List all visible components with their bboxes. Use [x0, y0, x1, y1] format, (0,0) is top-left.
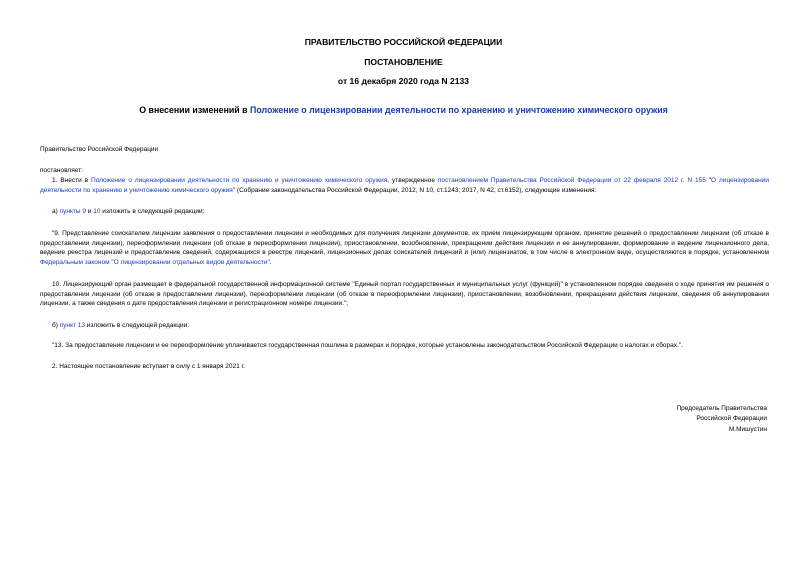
sub-item-b: [40, 321, 769, 331]
signature-title: Председатель Правительства: [676, 405, 767, 412]
resolution-155-link[interactable]: постановлением Правительства Российской Федерации от 22 февраля 2012 г. N 155: [437, 177, 706, 184]
sub-a-mid: и: [85, 208, 94, 215]
point-10-link[interactable]: 10: [93, 208, 101, 215]
item-1-start: 1. Внести в: [52, 177, 92, 184]
paragraph-10: 10. Лицензирующий орган размещает в федеральной государственной информационной системе "Единый портал государственных и муниципальных услуг (функций)" в установленном порядке сведения о ходе принятия им решения о предоставлении лицензии (об отказе в предоставлении лицензии), переоформлении лицензии (об отказе в переоформлении лицензии), приостановлении, возобновлении, прекращении действия лицензии, сведения об аннулировании лицензии, а также сведения о дате предоставления лицензии и регистрационном номере лицензии.";: [40, 281, 769, 308]
regulation-link[interactable]: Положение о лицензировании деятельности по хранению и уничтожению химического оружия: [91, 177, 388, 184]
resolution-title-link[interactable]: О лицензировании деятельности по хранению и уничтожению химического оружия: [40, 177, 769, 194]
item-1-end: " (Собрание законодательства Российской Федерации, 2012, N 10, ст.1243; 2017, N 42, ст.6152), следующие изменения:: [232, 186, 597, 194]
date-number-heading: от 16 декабря 2020 года N 2133: [337, 76, 470, 86]
document-title: [40, 104, 767, 116]
decrees-line: постановляет:: [40, 167, 83, 174]
paragraph-13: "13. За предоставление лицензии и ее переоформление уплачивается государственная пошлина в размерах и порядке, которые установлены законодательством Российской Федерации о налогах и сборах.".: [52, 342, 683, 349]
doc-type-heading: ПОСТАНОВЛЕНИЕ: [364, 57, 443, 67]
government-heading: ПРАВИТЕЛЬСТВО РОССИЙСКОЙ ФЕДЕРАЦИИ: [304, 37, 503, 47]
sub-item-a: [40, 207, 769, 217]
item-1-paragraph: [40, 176, 769, 195]
sub-b-start: б): [52, 322, 60, 329]
item-1-mid1: , утвержденное: [387, 177, 438, 184]
signature-name: М.Мишустин: [728, 425, 767, 433]
issuer-line: Правительство Российской Федерации: [40, 146, 159, 153]
federal-law-link[interactable]: Федеральным законом "О лицензировании отдельных видов деятельности": [40, 258, 270, 266]
signature-country: Российской Федерации: [696, 415, 767, 423]
paragraph-9-end: .: [269, 258, 272, 266]
sub-b-end: изложить в следующей редакции:: [85, 322, 190, 329]
sub-a-end: изложить в следующей редакции:: [100, 208, 205, 215]
paragraph-9-text: "9. Представление соискателем лицензии заявления о предоставлении лицензии и необходимых для получения лицензии документов, их прием лицензирующим органом, принятие решений о предоставлении лицензии (об отказе в предоставлении лицензии), переоформлении лицензии (об отказе в переоформлении лицензии), приостановлении, возобновлении, прекращении действия лицензии и ее аннулировании, формирование и ведение лицензионного дела, ведение реестра лицензий и предоставление сведений, содержащихся в реестре лицензий, лицензионных делах соискателей лицензий и (или) лицензиатов, в том числе в электронном виде, осуществляются в порядке, установленном: [40, 230, 769, 257]
sub-a-start: а): [52, 208, 60, 215]
item-2-paragraph: 2. Настоящее постановление вступает в силу с 1 января 2021 г.: [52, 363, 245, 370]
title-regulation-link[interactable]: Положение о лицензировании деятельности по хранению и уничтожению химического оружия: [250, 105, 668, 115]
points-9-link[interactable]: пункты 9: [59, 208, 86, 215]
signature-block: [676, 404, 767, 435]
point-13-link[interactable]: пункт 13: [59, 322, 85, 329]
paragraph-9: [40, 229, 769, 267]
item-1-mid2: ": [705, 177, 712, 184]
title-prefix: О внесении изменений в: [139, 105, 250, 115]
